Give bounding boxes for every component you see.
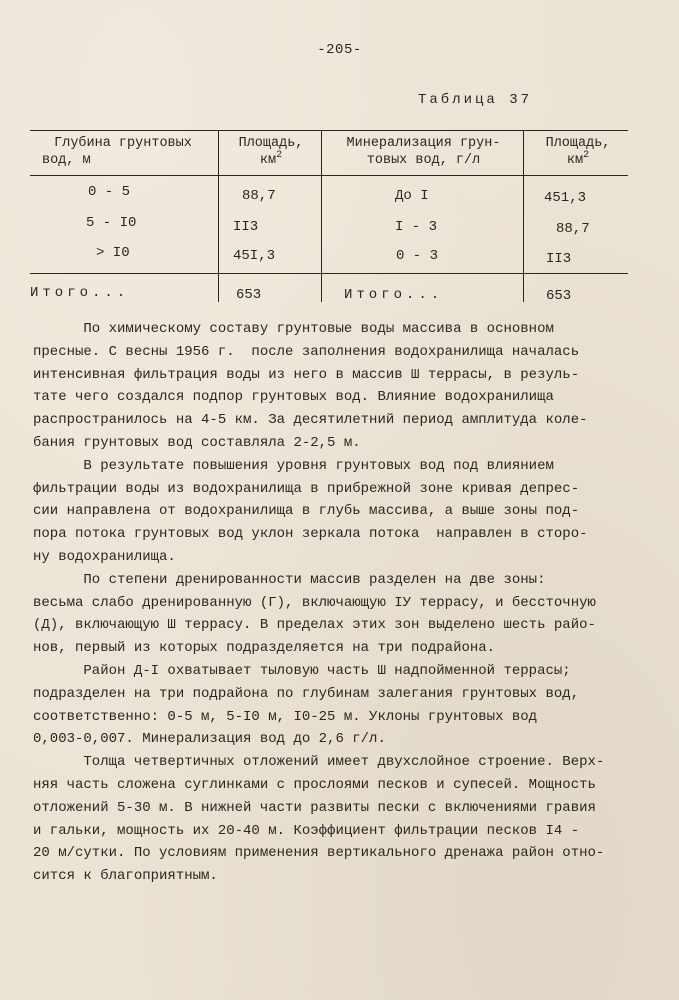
header-mineralization-line2: товых вод, г/л xyxy=(366,153,481,168)
cell-area-1: 45I,3 xyxy=(233,248,276,264)
header-area-1 xyxy=(223,135,319,170)
header-area-1-unit xyxy=(223,152,319,170)
header-area-2 xyxy=(528,135,628,170)
cell-depth: 5 - I0 xyxy=(86,215,137,231)
text-line: весьма слабо дренированную (Г), включающую IУ террасу, и бессточную xyxy=(33,594,596,611)
cell-area-1: II3 xyxy=(233,219,259,235)
text-line: (Д), включающую Ш террасу. В пределах этих зон выделено шесть райо- xyxy=(33,617,596,634)
text-line: интенсивная фильтрация воды из него в массив Ш террасы, в резуль- xyxy=(33,366,580,383)
text-line: 0,003-0,007. Минерализация вод до 2,6 г/л. xyxy=(33,731,386,748)
text-line: По степени дренированности массив разделен на две зоны: xyxy=(33,571,546,588)
paragraph xyxy=(33,455,653,569)
header-mineralization xyxy=(326,135,521,169)
total-value-1: 653 xyxy=(236,287,262,303)
text-line: сится к благоприятным. xyxy=(33,868,218,885)
area-2-unit: км xyxy=(566,153,584,168)
total-label-2: Итого... xyxy=(344,287,444,303)
text-line: Толща четвертичных отложений имеет двухслойное строение. Верх- xyxy=(33,754,605,771)
text-line: няя часть сложена суглинками с прослоями песков и супесей. Мощность xyxy=(33,776,596,793)
page-number: -205- xyxy=(317,42,362,58)
text-line: фильтрации воды из водохранилища в прибрежной зоне кривая депрес- xyxy=(33,480,580,497)
text-line: 20 м/сутки. По условиям применения вертикального дренажа район отно- xyxy=(33,845,605,862)
text-line: Район Д-I охватывает тыловую часть Ш надпойменной террасы; xyxy=(33,662,571,679)
text-line: соответственно: 0-5 м, 5-I0 м, I0-25 м. Уклоны грунтовых вод xyxy=(33,708,538,725)
cell-mineralization: До I xyxy=(395,188,429,204)
header-depth-line2: вод, м xyxy=(42,153,91,168)
text-line: В результате повышения уровня грунтовых вод под влиянием xyxy=(33,457,554,474)
table-total-rule xyxy=(30,273,628,274)
body-text xyxy=(33,318,653,888)
header-mineralization-line1: Минерализация грун- xyxy=(346,136,501,151)
paragraph xyxy=(33,751,653,888)
header-area-2-label: Площадь, xyxy=(545,136,611,151)
table-col-divider xyxy=(523,130,524,302)
text-line: пора потока грунтовых вод уклон зеркала потока направлен в сторо- xyxy=(33,526,588,543)
area-1-exponent: 2 xyxy=(276,150,283,161)
cell-mineralization: 0 - 3 xyxy=(396,248,439,264)
area-1-unit: км xyxy=(259,153,277,168)
cell-area-1: 88,7 xyxy=(242,188,276,204)
table-col-divider xyxy=(218,130,219,302)
table-title: Таблица 37 xyxy=(418,92,533,108)
data-table xyxy=(30,130,628,306)
paragraph xyxy=(33,318,653,455)
cell-depth: > I0 xyxy=(96,245,130,261)
text-line: По химическому составу грунтовые воды массива в основном xyxy=(33,321,554,337)
text-line: тате чего создался подпор грунтовых вод. Влияние водохранилища xyxy=(33,389,554,406)
area-2-exponent: 2 xyxy=(583,150,590,161)
text-line: сии направлена от водохранилища в глубь массива, а выше зоны под- xyxy=(33,503,580,520)
text-line: распространилось на 4-5 км. За десятилетний период амплитуда коле- xyxy=(33,412,588,429)
cell-depth: 0 - 5 xyxy=(88,184,131,200)
cell-mineralization: I - 3 xyxy=(395,219,438,235)
text-line: подразделен на три подрайона по глубинам залегания грунтовых вод, xyxy=(33,685,580,702)
cell-area-2: 88,7 xyxy=(556,221,590,237)
header-depth-line1: Глубина грунтовых xyxy=(54,136,192,151)
text-line: нов, первый из которых подразделяется на три подрайона. xyxy=(33,640,496,657)
cell-area-2: 451,3 xyxy=(544,190,587,206)
header-area-2-unit xyxy=(528,152,628,170)
text-line: пресные. С весны 1956 г. после заполнения водохранилища началась xyxy=(33,343,580,360)
total-value-2: 653 xyxy=(546,288,572,304)
total-label-1: Итого... xyxy=(30,285,130,301)
paragraph xyxy=(33,569,653,660)
table-header-rule xyxy=(30,175,628,176)
text-line: ну водохранилища. xyxy=(33,548,176,565)
table-top-rule xyxy=(30,130,628,131)
text-line: бания грунтовых вод составляла 2-2,5 м. xyxy=(33,434,361,451)
header-area-1-label: Площадь, xyxy=(238,136,304,151)
paragraph xyxy=(33,660,653,751)
header-depth xyxy=(30,135,216,169)
text-line: отложений 5-30 м. В нижней части развиты пески с включениями гравия xyxy=(33,799,596,816)
table-col-divider xyxy=(321,130,322,302)
cell-area-2: II3 xyxy=(546,251,572,267)
text-line: и гальки, мощность их 20-40 м. Коэффициент фильтрации песков I4 - xyxy=(33,822,580,839)
